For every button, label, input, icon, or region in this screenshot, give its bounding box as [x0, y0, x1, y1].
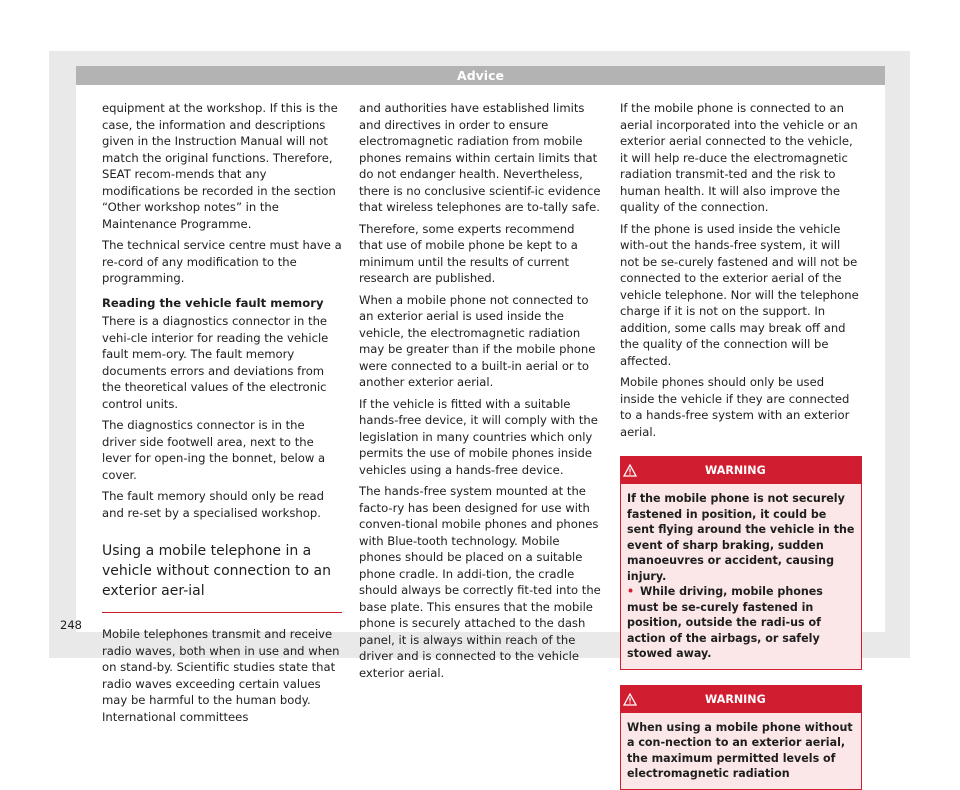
paragraph: Therefore, some experts recommend that use of mobile phone be kept to a minimum until the results of current research are published.: [359, 221, 578, 285]
column-1: [102, 100, 342, 730]
paragraph: equipment at the workshop. If this is the case, the information and descriptions given in the Instruction Manual will not match the original functions. Therefore, SEAT recom-mends that any modifications be recorded in the section “Other workshop notes” in the Maintenance Programme.: [102, 101, 338, 231]
warning-title: WARNING: [705, 464, 766, 477]
warning-body: [621, 713, 861, 789]
warning-box: [620, 685, 862, 790]
subheading: Reading the vehicle fault memory: [102, 295, 324, 310]
paragraph: The hands-free system mounted at the facto-ry has been designed for use with conven-tional mobile phones and phones with Blue-tooth technology. Mobile phones should be placed on a suitable phone cradle. In addi-tion, the cradle should always be correctly fit-ted into the base plate. This ensures that the mobile phone is securely attached to the dash panel, it is always within reach of the driver and is connected to the vehicle exterior aerial.: [359, 484, 601, 680]
paragraph: When a mobile phone not connected to an exterior aerial is used inside the vehicle, the electromagnetic radiation may be greater than if the mobile phone were connected to a built-in aerial or to another exterior aerial.: [359, 292, 596, 389]
paragraph: Mobile phones should only be used inside the vehicle if they are connected to a hands-free system with an exterior aerial.: [620, 375, 850, 439]
warning-triangle-icon: [621, 457, 639, 484]
column-2: [359, 100, 601, 686]
bullet-icon: •: [627, 585, 635, 598]
warning-bullet-item: [627, 584, 855, 662]
paragraph: If the phone is used inside the vehicle with-out the hands-free system, it will not be se-curely fastened and will not be connected to the exterior aerial of the vehicle telephone. Nor will the telephone charge if it is not on the support. In addition, some calls may break off and the quality of the connection will be affected.: [620, 221, 859, 368]
warning-triangle-icon: [621, 686, 639, 713]
warning-title: WARNING: [705, 692, 766, 706]
paragraph: If the vehicle is fitted with a suitable hands-free device, it will comply with the legislation in many countries which only permits the use of mobile phones inside vehicles using a hands-free device.: [359, 396, 598, 477]
page-header: Advice: [76, 66, 885, 85]
warning-text: While driving, mobile phones must be se-curely fastened in position, outside the radi-us of action of the airbags, or safely stowed away.: [627, 585, 823, 660]
warning-body: [621, 484, 861, 669]
paragraph: The technical service centre must have a re-cord of any modification to the programming.: [102, 238, 342, 285]
paragraph: and authorities have established limits and directives in order to ensure electromagnetic radiation from mobile phones remains within certain limits that do not endanger health. Nevertheless, there is no conclusive scientif-ic evidence that wireless telephones are to-tally safe.: [359, 101, 601, 214]
page-number: 248: [60, 618, 82, 632]
warning-header: [621, 686, 861, 713]
paragraph: Mobile telephones transmit and receive radio waves, both when in use and when on stand-by. Scientific studies state that radio waves exceeding certain values may be harmful to the human body. International committees: [102, 627, 340, 724]
warning-text: If the mobile phone is not securely fastened in position, it could be sent flying around the vehicle in the event of sharp braking, sudden manoeuvres or accident, causing injury.: [627, 492, 855, 583]
warning-box: [620, 456, 862, 670]
paragraph: There is a diagnostics connector in the vehi-cle interior for reading the vehicle fault mem-ory. The fault memory documents errors and deviations from the theoretical values of the electronic control units.: [102, 314, 329, 411]
paragraph: The fault memory should only be read and re-set by a specialised workshop.: [102, 489, 324, 520]
column-3: [620, 100, 862, 790]
paragraph: The diagnostics connector is in the driver side footwell area, next to the lever for open-ing the bonnet, below a cover.: [102, 418, 326, 482]
paragraph: If the mobile phone is connected to an aerial incorporated into the vehicle or an exterior aerial connected to the vehicle, it will help re-duce the electromagnetic radiation transmit-ted and the risk to human health. It will also improve the quality of the connection.: [620, 101, 858, 214]
warning-text: When using a mobile phone without a con-nection to an exterior aerial, the maximum permitted levels of electromagnetic radiation: [627, 720, 853, 780]
section-heading: Using a mobile telephone in a vehicle without connection to an exterior aer-ial: [102, 541, 342, 613]
warning-header: [621, 457, 861, 484]
